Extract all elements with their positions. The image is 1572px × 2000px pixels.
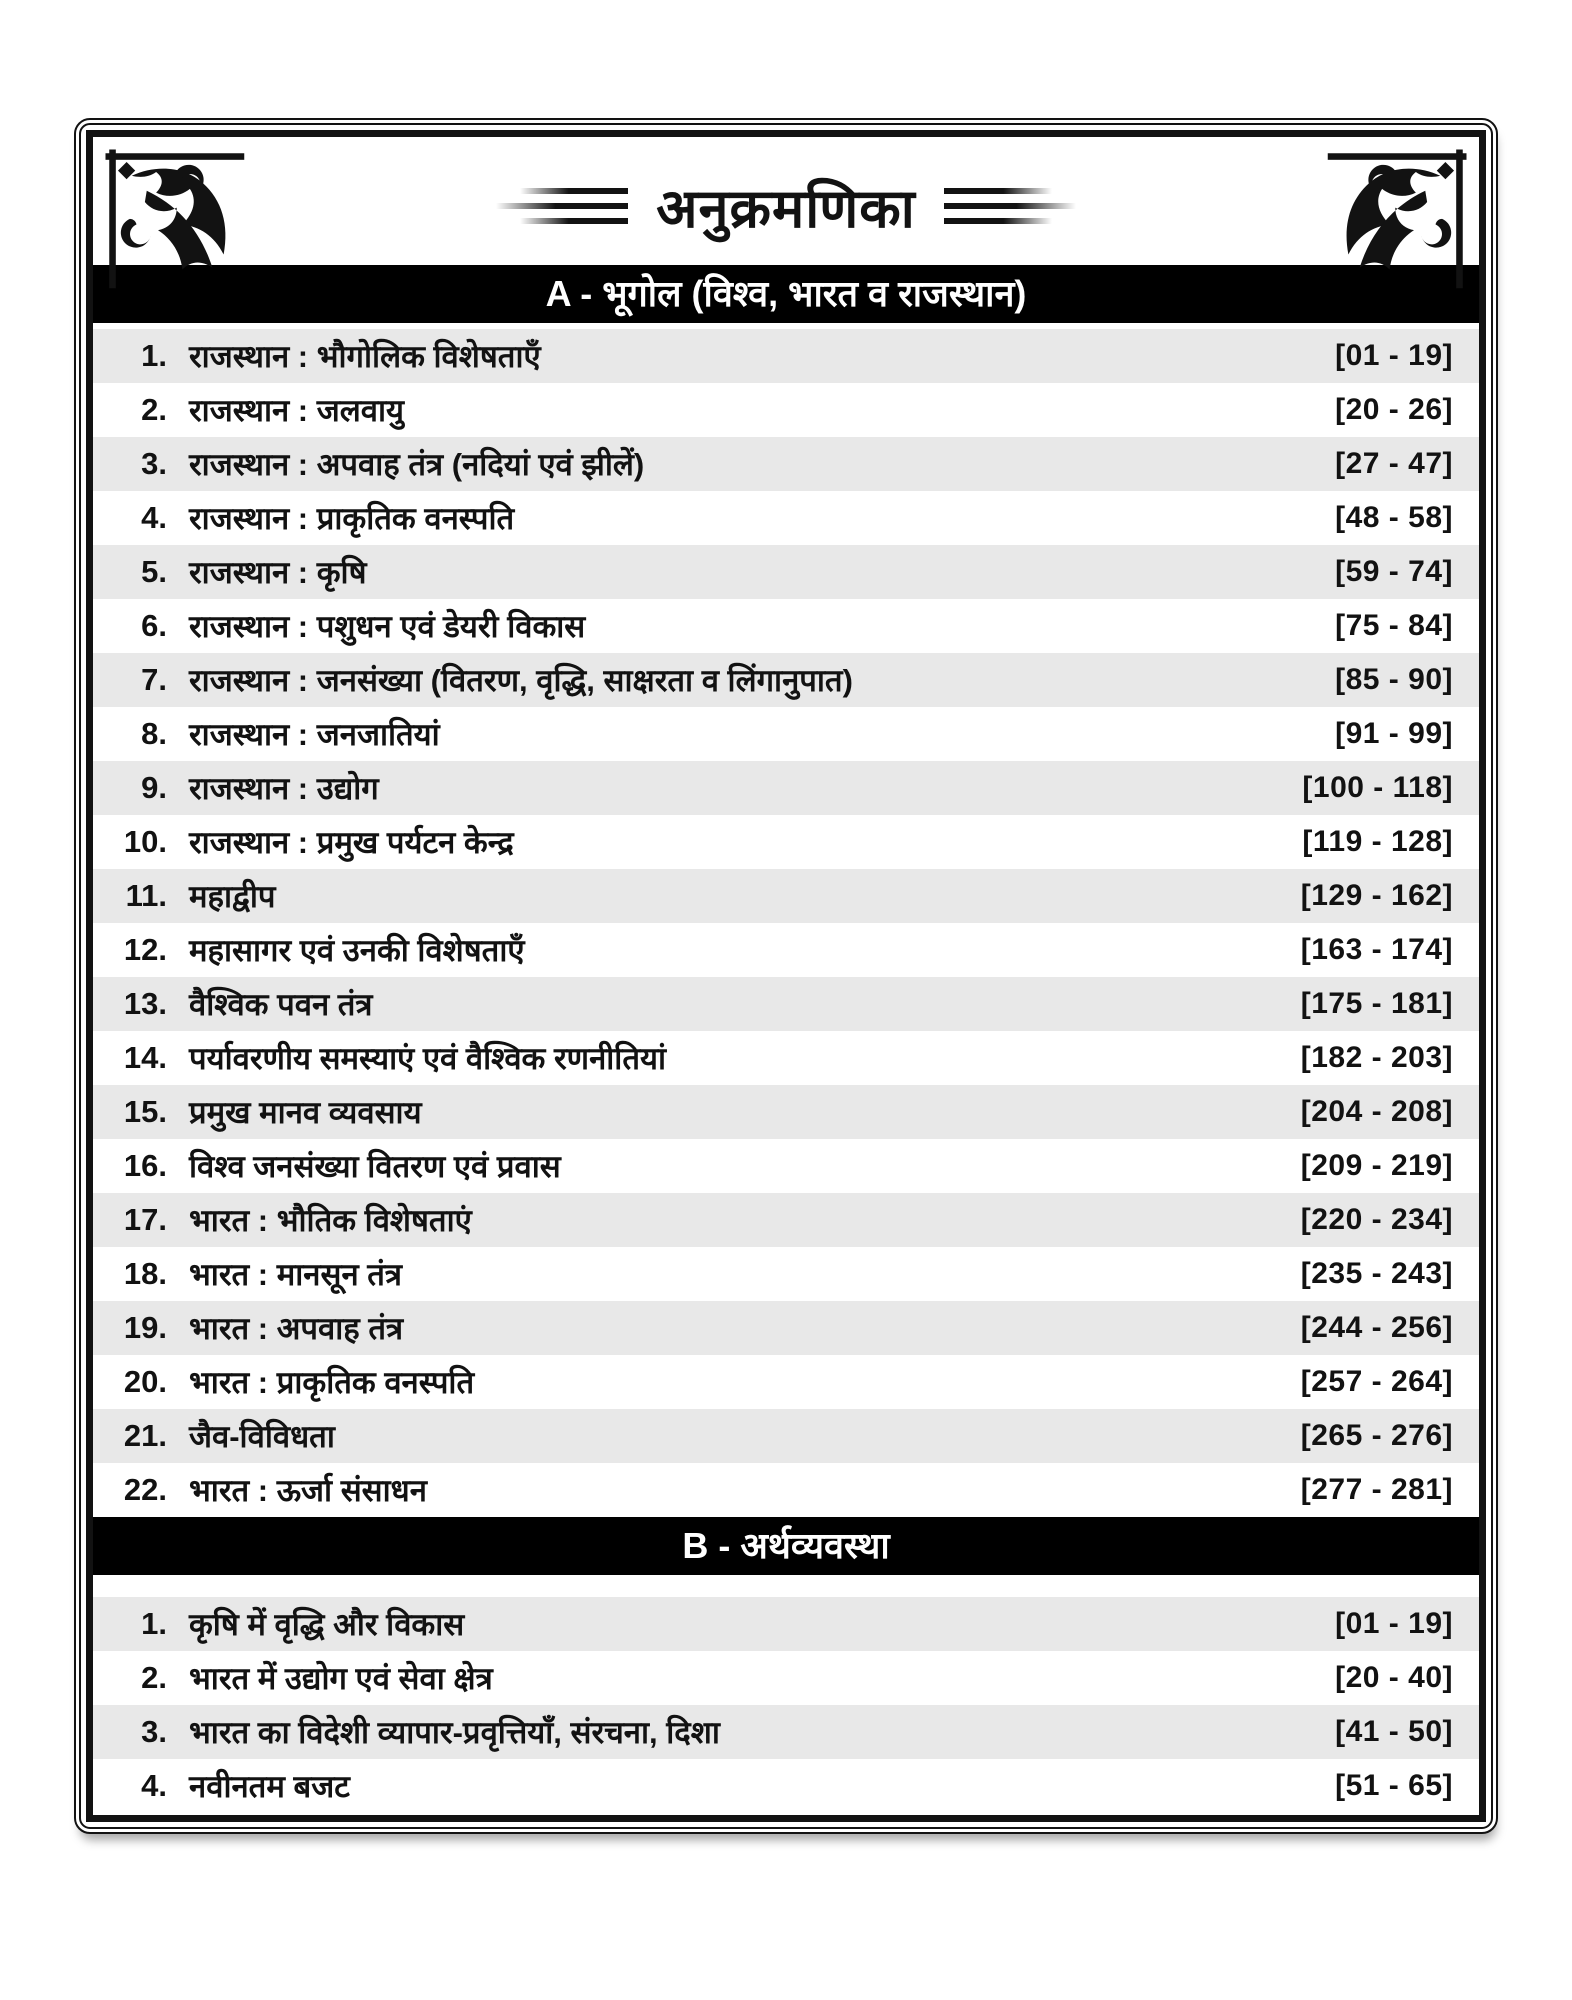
toc-row xyxy=(93,1355,1479,1409)
toc-row-title: राजस्थान : कृषि xyxy=(189,555,367,590)
toc-row-pages: [182 - 203] xyxy=(1300,1041,1453,1074)
toc-row-number: 4. xyxy=(141,1768,167,1803)
toc-row xyxy=(93,383,1479,437)
toc-row-pages: [59 - 74] xyxy=(1335,555,1453,588)
toc-row-pages: [265 - 276] xyxy=(1300,1419,1453,1452)
toc-row-number: 3. xyxy=(141,1714,167,1749)
toc-row xyxy=(93,1193,1479,1247)
toc-row-number: 18. xyxy=(123,1256,167,1291)
page-title: अनुक्रमणिका xyxy=(656,179,916,239)
toc-row-title: राजस्थान : जनजातियां xyxy=(189,717,440,752)
toc-row-title: राजस्थान : जनसंख्या (वितरण, वृद्धि, साक्षरता व लिंगानुपात) xyxy=(189,663,853,698)
toc-row-title: राजस्थान : उद्योग xyxy=(189,771,379,806)
toc-row-number: 3. xyxy=(141,446,167,481)
toc-row-title: राजस्थान : प्राकृतिक वनस्पति xyxy=(189,501,515,536)
toc-row-pages: [209 - 219] xyxy=(1300,1149,1453,1182)
toc-row xyxy=(93,599,1479,653)
toc-row-title: भारत में उद्योग एवं सेवा क्षेत्र xyxy=(189,1661,493,1696)
toc-row-title: पर्यावरणीय समस्याएं एवं वैश्विक रणनीतियां xyxy=(189,1041,667,1076)
toc-row-number: 19. xyxy=(123,1310,167,1345)
toc-row-pages: [244 - 256] xyxy=(1300,1311,1453,1344)
toc-row xyxy=(93,1705,1479,1759)
toc-row-title: राजस्थान : जलवायु xyxy=(189,393,405,428)
toc-row-pages: [129 - 162] xyxy=(1300,879,1453,912)
border-middle xyxy=(79,123,1493,1829)
section-header-B: B - अर्थव्यवस्था xyxy=(93,1517,1479,1575)
toc-row-number: 1. xyxy=(141,1606,167,1641)
toc-row-number: 5. xyxy=(141,554,167,589)
toc-row-number: 13. xyxy=(123,986,167,1021)
toc-row-title: भारत का विदेशी व्यापार-प्रवृत्तियाँ, संरचना, दिशा xyxy=(189,1715,720,1750)
toc-row-pages: [75 - 84] xyxy=(1335,609,1453,642)
toc-row-pages: [20 - 26] xyxy=(1335,393,1453,426)
toc-row-number: 4. xyxy=(141,500,167,535)
toc-row-pages: [204 - 208] xyxy=(1300,1095,1453,1128)
toc-row-title: राजस्थान : भौगोलिक विशेषताएँ xyxy=(189,339,541,374)
toc-row xyxy=(93,977,1479,1031)
toc-row-number: 12. xyxy=(123,932,167,967)
toc-row-title: भारत : भौतिक विशेषताएं xyxy=(189,1203,472,1238)
toc-row xyxy=(93,491,1479,545)
toc-row-pages: [20 - 40] xyxy=(1335,1661,1453,1694)
toc-row xyxy=(93,761,1479,815)
toc-row xyxy=(93,1139,1479,1193)
toc-row-title: विश्व जनसंख्या वितरण एवं प्रवास xyxy=(189,1149,561,1184)
toc-row xyxy=(93,1597,1479,1651)
toc-row-title: महाद्वीप xyxy=(189,879,276,914)
toc-row-number: 21. xyxy=(123,1418,167,1453)
toc-row-number: 7. xyxy=(141,662,167,697)
sections xyxy=(93,265,1479,1813)
toc-row-pages: [41 - 50] xyxy=(1335,1715,1453,1748)
toc-row-number: 2. xyxy=(141,392,167,427)
toc-row-number: 6. xyxy=(141,608,167,643)
toc-row xyxy=(93,707,1479,761)
toc-row xyxy=(93,1247,1479,1301)
toc-row-title: राजस्थान : प्रमुख पर्यटन केन्द्र xyxy=(189,825,514,860)
toc-row-title: भारत : अपवाह तंत्र xyxy=(189,1311,404,1346)
toc-row xyxy=(93,1463,1479,1517)
toc-row-pages: [277 - 281] xyxy=(1300,1473,1453,1506)
toc-row-number: 20. xyxy=(123,1364,167,1399)
title-row xyxy=(93,137,1479,265)
toc-row-pages: [257 - 264] xyxy=(1300,1365,1453,1398)
toc-row-number: 2. xyxy=(141,1660,167,1695)
toc-row xyxy=(93,437,1479,491)
toc-row-title: महासागर एवं उनकी विशेषताएँ xyxy=(189,933,525,968)
toc-row-title: राजस्थान : पशुधन एवं डेयरी विकास xyxy=(189,609,586,644)
toc-row-pages: [163 - 174] xyxy=(1300,933,1453,966)
toc-row-number: 14. xyxy=(123,1040,167,1075)
toc-row-number: 1. xyxy=(141,338,167,373)
toc-row-number: 9. xyxy=(141,770,167,805)
toc-row-title: वैश्विक पवन तंत्र xyxy=(189,987,373,1022)
toc-row-pages: [27 - 47] xyxy=(1335,447,1453,480)
toc-row-pages: [01 - 19] xyxy=(1335,339,1453,372)
toc-row-title: भारत : मानसून तंत्र xyxy=(189,1257,403,1292)
toc-row-number: 22. xyxy=(123,1472,167,1507)
toc-row-title: नवीनतम बजट xyxy=(189,1769,350,1804)
toc-row-pages: [175 - 181] xyxy=(1300,987,1453,1020)
toc-row-number: 8. xyxy=(141,716,167,751)
section-list-A xyxy=(93,329,1479,1517)
toc-row xyxy=(93,545,1479,599)
toc-row-number: 10. xyxy=(123,824,167,859)
toc-row-title: राजस्थान : अपवाह तंत्र (नदियां एवं झीलें) xyxy=(189,447,645,482)
toc-page-frame xyxy=(74,118,1498,1834)
toc-row-pages: [119 - 128] xyxy=(1302,825,1453,858)
toc-row-title: प्रमुख मानव व्यवसाय xyxy=(189,1095,422,1130)
section-list-B xyxy=(93,1597,1479,1813)
toc-row-pages: [51 - 65] xyxy=(1335,1769,1453,1802)
toc-row-title: जैव-विविधता xyxy=(189,1419,335,1454)
toc-row xyxy=(93,1759,1479,1813)
toc-row-pages: [48 - 58] xyxy=(1335,501,1453,534)
toc-row-title: कृषि में वृद्धि और विकास xyxy=(189,1607,465,1642)
toc-row xyxy=(93,1301,1479,1355)
border-inner xyxy=(86,130,1486,1822)
toc-row xyxy=(93,869,1479,923)
toc-row xyxy=(93,815,1479,869)
toc-row-pages: [91 - 99] xyxy=(1335,717,1453,750)
toc-row xyxy=(93,1031,1479,1085)
toc-row-number: 17. xyxy=(123,1202,167,1237)
speed-lines-icon xyxy=(496,188,628,224)
toc-row xyxy=(93,653,1479,707)
toc-row-number: 15. xyxy=(123,1094,167,1129)
toc-row xyxy=(93,1085,1479,1139)
toc-row-number: 16. xyxy=(123,1148,167,1183)
toc-row-pages: [220 - 234] xyxy=(1300,1203,1453,1236)
toc-row-title: भारत : प्राकृतिक वनस्पति xyxy=(189,1365,475,1400)
toc-row xyxy=(93,923,1479,977)
toc-row xyxy=(93,1651,1479,1705)
toc-row-pages: [235 - 243] xyxy=(1300,1257,1453,1290)
toc-row-number: 11. xyxy=(125,878,167,913)
border-outer xyxy=(74,118,1498,1834)
toc-row-pages: [01 - 19] xyxy=(1335,1607,1453,1640)
toc-row-title: भारत : ऊर्जा संसाधन xyxy=(189,1473,427,1508)
toc-row xyxy=(93,1409,1479,1463)
toc-row-pages: [85 - 90] xyxy=(1335,663,1453,696)
section-header-A: A - भूगोल (विश्व, भारत व राजस्थान) xyxy=(93,265,1479,323)
speed-lines-icon xyxy=(944,188,1076,224)
toc-row-pages: [100 - 118] xyxy=(1302,771,1453,804)
toc-row xyxy=(93,329,1479,383)
